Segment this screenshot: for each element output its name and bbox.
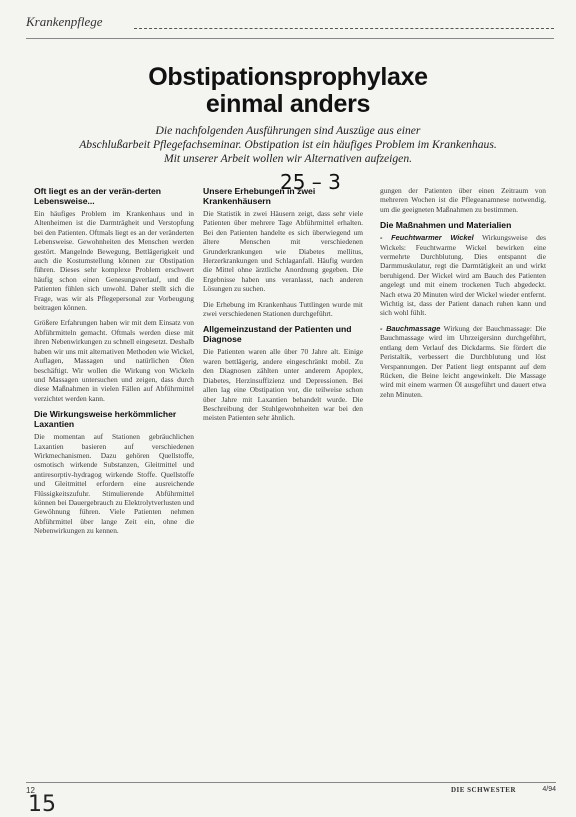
- page-footer: [26, 786, 556, 817]
- page-header: [26, 14, 554, 40]
- issue-number: 4/94: [542, 786, 556, 793]
- highlight-term: - Bauchmassage: [380, 323, 441, 333]
- paragraph: gungen der Patienten über einen Zeitraum von mehreren Wochen ist die Pflegeanamnese notwendig, um die geeigneten Maßnahmen zu bestimmen.: [380, 186, 546, 214]
- section-heading: Unsere Erhebungen in zwei Krankenhäusern: [203, 186, 316, 206]
- paragraph: Größere Erfahrungen haben wir mit dem Einsatz von Abführmitteln gemacht. Oftmals werden diese mit ihren Nebenwirkungen zu schnell eingesetzt. Deshalb haben wir uns mit alternativen Methoden wie Wickel, Auflagen, Massagen und natürlichen Ölen beschäftigt. Wir wollen die Wirkung von Wickeln und Massagen untersuchen und zeigen, dass durch diese Maßnahmen in vielen Fällen auf Abführmittel verzichtet werden kann.: [34, 318, 194, 403]
- article-subtitle: [40, 124, 536, 166]
- subtitle-line-3: Mit unserer Arbeit wollen wir Alternativen aufzeigen.: [163, 152, 413, 165]
- article-title: [60, 64, 516, 118]
- paragraph: Die momentan auf Stationen gebräuchlichen Laxantien basieren auf verschiedenen Wirkmechanismen. Dazu gehören Quellstoffe, osmotisch wirkende Substanzen, Gleitmittel und antiresorptiv-hydragog wirkende Stoffe. Quellstoffe und Gleitmittel erfordern eine ausreichende Flüssigkeitszufuhr. Stimulierende Abführmittel können bei Dauergebrauch zu Elektrolytverlusten und Gewöhnung führen. Viele Patienten nehmen Abführmittel über lange Zeit ein, ohne die Nebenwirkungen zu kennen.: [34, 432, 194, 536]
- subtitle-line-1: Die nachfolgenden Ausführungen sind Auszüge aus einer: [155, 124, 421, 137]
- subtitle-line-2: Abschlußarbeit Pflegefachseminar. Obstipation ist ein häufiges Problem im Krankenhaus.: [79, 138, 497, 151]
- section-heading: Die Wirkungsweise herkömmlicher Laxantien: [34, 409, 177, 430]
- paragraph-text: Wirkung der Bauchmassage: Die Bauchmassage wird im Uhrzeigersinn durchgeführt, entlang dem Verlauf des Dickdarms. Sie fördert die Peristaltik, verbessert die Durchblutung und löst Verspannungen. Der Patient liegt entspannt auf dem Rücken, die Beine leicht angewinkelt. Die Massage wird mit einem warmen Öl ausgeführt und dauert etwa zehn Minuten.: [380, 323, 546, 399]
- section-heading: Allgemeinzustand der Patienten und Diagnose: [203, 324, 352, 345]
- column-3: [380, 186, 546, 784]
- column-1: [34, 186, 194, 784]
- header-rule-bottom: [26, 38, 554, 39]
- highlight-term: - Feuchtwarmer Wickel: [380, 233, 474, 243]
- paragraph-text: Wirkungsweise des Wickels: Feuchtwarme Wickel bewirken eine vermehrte Durchblutung. Dies entspannt die Darmmuskulatur, regt die Darmtätigkeit an und wirkt beruhigend. Der Wickel wird am Bauch des Patienten angelegt und mit einem trockenen Tuch abgedeckt. Nach etwa 20 Minuten wird der Wickel wieder entfernt. Wichtig ist, dass der Patient danach ruhen kann und sich wohl fühlt.: [380, 233, 546, 318]
- paragraph: Die Patienten waren alle über 70 Jahre alt. Einige waren bettlägerig, andere eingeschränkt mobil. Zu den Diagnosen zählten unter anderem Apoplex, Diabetes, Herzinsuffizienz und Depressionen. Bei allen lag eine Obstipation vor, die teilweise schon über Jahre mit Laxantien behandelt wurde. Die Beschreibung der Stuhlgewohnheiten war bei den meisten Patienten sehr ähnlich.: [203, 347, 363, 423]
- page-number: 12: [26, 786, 35, 795]
- handwritten-page-number: 15: [28, 792, 56, 817]
- title-line-1: Obstipationsprophylaxe: [148, 63, 428, 91]
- section-heading: Die Maßnahmen und Materialien: [380, 220, 512, 231]
- section-kicker: Krankenpflege: [26, 14, 103, 29]
- column-2: [203, 186, 363, 784]
- handwritten-note: 25 – 3: [280, 170, 341, 194]
- paragraph: [380, 233, 546, 318]
- paragraph: [380, 324, 546, 399]
- paragraph: Die Erhebung im Krankenhaus Tuttlingen wurde mit zwei verschiedenen Stationen durchgeführt.: [203, 299, 363, 319]
- paragraph: Die Statistik in zwei Häusern zeigt, dass sehr viele Patienten über mehrere Tage Abführmittel erhalten. Bei den Patienten handelte es sich überwiegend um ältere Menschen mit verschiedenen Grunderkrankungen wie Diabetes mellitus, Herzerkrankungen und Schlaganfall. Häufig wurden die Mittel ohne ärztliche Anordnung gegeben. Die Ergebnisse haben uns veranlasst, nach anderen Lösungen zu suchen.: [203, 209, 363, 294]
- header-rule: [134, 28, 554, 29]
- magazine-brand: DIE SCHWESTER: [450, 786, 516, 794]
- title-line-2: einmal anders: [205, 90, 371, 118]
- paragraph: Ein häufiges Problem im Krankenhaus und in Altenheimen ist die Darmträgheit und Verstopfung bei den Patienten. Oftmals liegt es an der veränderten Lebensweise. Gewohnheiten des Menschen werden gestört. Mangelnde Bewegung, Bettlägerigkeit und auch die Kostumstellung können zur Obstipation führen. Dieses sehr komplexe Problem erschwert häufig schon einen Genesungsverlauf, und die Patienten fühlen sich unwohl. Daher stellt sich die Frage, was wir als Pflegepersonal zur Vorbeugung beitragen können.: [34, 209, 194, 313]
- footer-rule: [26, 782, 556, 783]
- section-heading: Oft liegt es an der verän-derten Lebensweise...: [34, 186, 162, 206]
